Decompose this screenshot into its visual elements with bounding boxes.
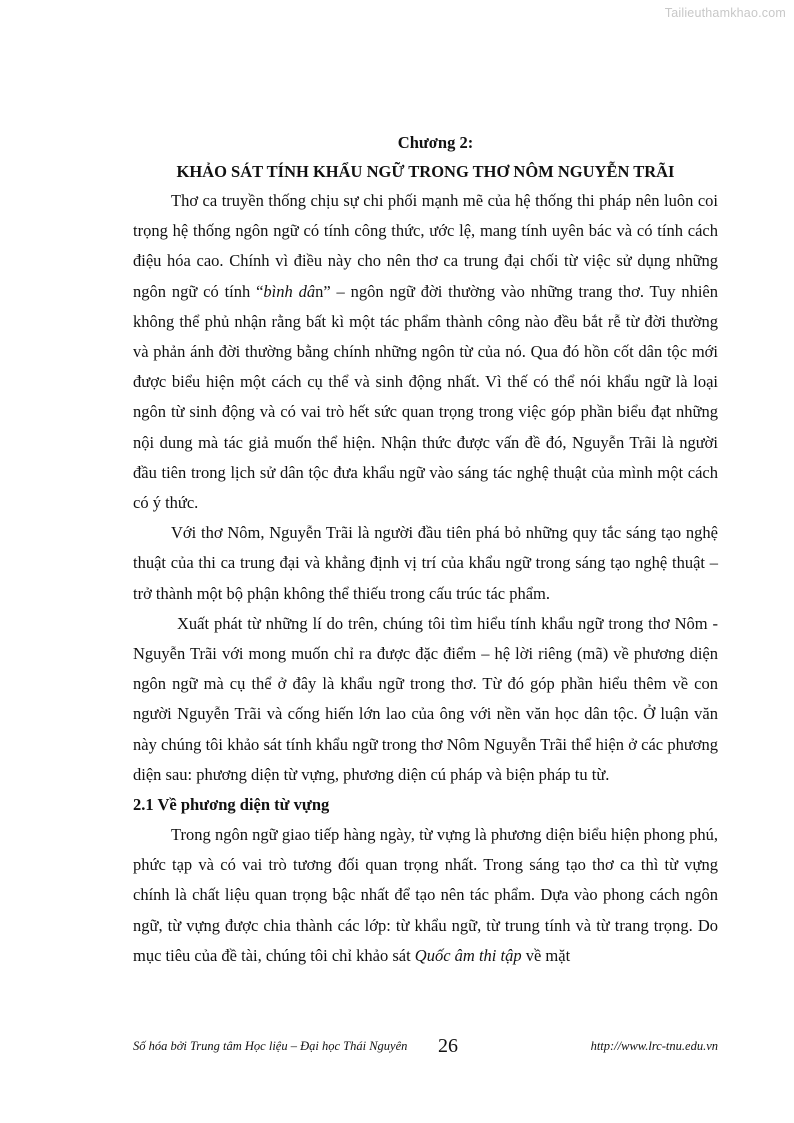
section-heading: 2.1 Về phương diện từ vựng: [133, 795, 330, 815]
page-body: [133, 130, 718, 971]
paragraph-4: [133, 820, 718, 971]
watermark-text: Tailieuthamkhao.com: [664, 6, 786, 20]
paragraph-2: Với thơ Nôm, Nguyễn Trãi là người đầu tiên phá bỏ những quy tắc sáng tạo nghệ thuật của thi ca trung đại và khẳng định vị trí của khẩu ngữ trong sáng tạo nghệ thuật – trở thành một bộ phận không thể thiếu trong cấu trúc tác phẩm.: [133, 523, 718, 603]
paragraph-4-italic: Quốc âm thi tập: [414, 945, 522, 965]
paragraph-4-text-b: về mặt: [521, 945, 571, 965]
paragraph-1-text-a: Thơ ca truyền thống chịu sự chi phối mạnh mẽ của hệ thống thi pháp nên luôn coi trọng hệ thống ngôn ngữ có tính công thức, ước lệ, mang tính uyên bác và có tính cách điệu hóa cao. Chính vì điều này cho nên thơ ca trung đại chối từ việc sử dụng những ngôn ngữ có tính “: [133, 191, 718, 301]
paragraph-1: [133, 186, 718, 518]
footer-url: http://www.lrc-tnu.edu.vn: [590, 1039, 718, 1053]
chapter-label: Chương 2:: [397, 133, 474, 152]
page-footer: [133, 1035, 718, 1065]
paragraph-3: Xuất phát từ những lí do trên, chúng tôi tìm hiểu tính khẩu ngữ trong thơ Nôm - Nguyễn Trãi với mong muốn chỉ ra được đặc điểm – hệ lời riêng (mã) về phương diện ngôn ngữ mà cụ thể ở đây là khẩu ngữ trong thơ. Từ đó góp phần hiểu thêm về con người Nguyễn Trãi và cống hiến lớn lao của ông với nền văn học dân tộc. Ở luận văn này chúng tôi khảo sát tính khẩu ngữ trong thơ Nôm Nguyễn Trãi thể hiện ở các phương diện sau: phương diện từ vựng, phương diện cú pháp và biện pháp tu từ.: [133, 613, 718, 784]
paragraph-1-italic: bình dâ: [263, 281, 316, 301]
paragraph-1-text-b: n” – ngôn ngữ đời thường vào những trang thơ. Tuy nhiên không thể phủ nhận rằng bất kì một tác phẩm thành công nào đều bắt rễ từ đời thường và phản ánh đời thường bằng chính những ngôn từ của nó. Qua đó hồn cốt dân tộc mới được biểu hiện một cách cụ thể và sinh động nhất. Vì thế có thể nói khẩu ngữ là loại ngôn từ sinh động và có vai trò hết sức quan trọng trong việc góp phần biểu đạt những nội dung mà tác giả muốn thể hiện. Nhận thức được vấn đề đó, Nguyễn Trãi là người đầu tiên trong lịch sử dân tộc đưa khẩu ngữ vào sáng tác nghệ thuật của mình một cách có ý thức.: [133, 281, 718, 513]
chapter-title: KHẢO SÁT TÍNH KHẨU NGỮ TRONG THƠ NÔM NGUYỄN TRÃI: [176, 162, 675, 181]
footer-source: Số hóa bởi Trung tâm Học liệu – Đại học Thái Nguyên: [133, 1039, 408, 1053]
paragraph-4-text-a: Trong ngôn ngữ giao tiếp hàng ngày, từ vựng là phương diện biểu hiện phong phú, phức tạp và có vai trò tương đối quan trọng nhất. Trong sáng tạo thơ ca thì từ vựng chính là chất liệu quan trọng bậc nhất để tạo nên tác phẩm. Dựa vào phong cách ngôn ngữ, từ vựng được chia thành các lớp: từ khẩu ngữ, từ trung tính và từ trang trọng. Do mục tiêu của đề tài, chúng tôi chỉ khảo sát: [133, 825, 718, 965]
page-number: 26: [438, 1035, 458, 1057]
